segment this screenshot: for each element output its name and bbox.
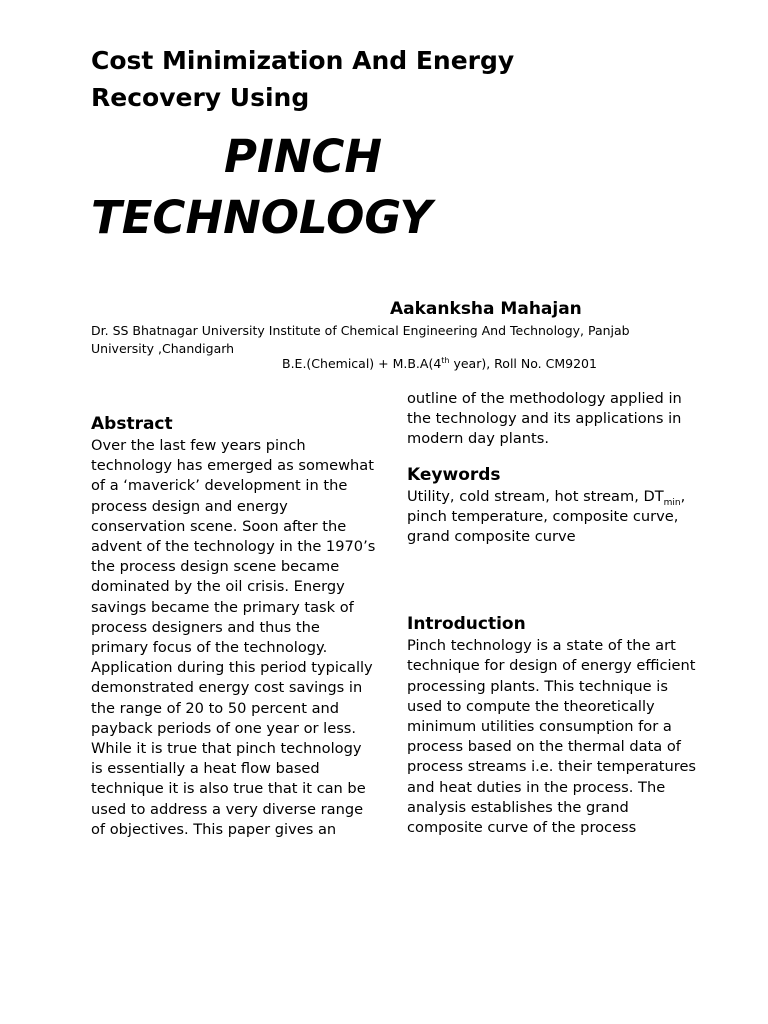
keywords-part1: Utility, cold stream, hot stream, DT bbox=[407, 487, 664, 505]
degree-superscript: th bbox=[441, 355, 450, 365]
keywords-part2: , pinch temperature, composite curve, grand composite curve bbox=[407, 487, 686, 546]
author-degree bbox=[282, 356, 597, 371]
title-line-1: Cost Minimization And Energy bbox=[91, 46, 515, 75]
degree-prefix: B.E.(Chemical) + M.B.A(4 bbox=[282, 356, 442, 371]
degree-suffix: year), Roll No. CM9201 bbox=[449, 356, 597, 371]
title-technology: TECHNOLOGY bbox=[91, 191, 433, 244]
abstract-text: Over the last few years pinch technology has emerged as somewhat of a ‘maverick’ development in the process design and energy conservation scene. Soon after the advent of the technology in the 1970’s the process design scene became dominated by the oil crisis. Energy savings became the primary task of process designers and thus the primary focus of the technology. Application during this period typically demonstrated energy cost savings in the range of 20 to 50 percent and payback periods of one year or less. While it is true that pinch technology is essentially a heat flow based technique it is also true that it can be used to address a very diverse range of objectives. This paper gives an bbox=[91, 437, 376, 838]
title-line-2: Recovery Using bbox=[91, 83, 310, 112]
right-column bbox=[407, 389, 697, 838]
left-column bbox=[91, 410, 376, 840]
author-name: Aakanksha Mahajan bbox=[390, 299, 582, 319]
introduction-heading: Introduction bbox=[407, 614, 526, 635]
author-affiliation: Dr. SS Bhatnagar University Institute of Chemical Engineering And Technology, Panjab University ,Chandigarh bbox=[91, 323, 630, 356]
title-pinch: PINCH bbox=[224, 130, 383, 183]
keywords-subscript: min bbox=[663, 497, 681, 508]
abstract-continued: outline of the methodology applied in the technology and its applications in modern day plants. bbox=[407, 390, 682, 448]
abstract-heading: Abstract bbox=[91, 414, 173, 434]
introduction-text: Pinch technology is a state of the art technique for design of energy efficient processing plants. This technique is used to compute the theoretically minimum utilities consumption for a process based on the thermal data of process streams i.e. their temperatures and heat duties in the process. The analysis establishes the grand composite curve of the process bbox=[407, 637, 697, 837]
keywords-text bbox=[407, 487, 697, 548]
keywords-heading: Keywords bbox=[407, 464, 501, 485]
